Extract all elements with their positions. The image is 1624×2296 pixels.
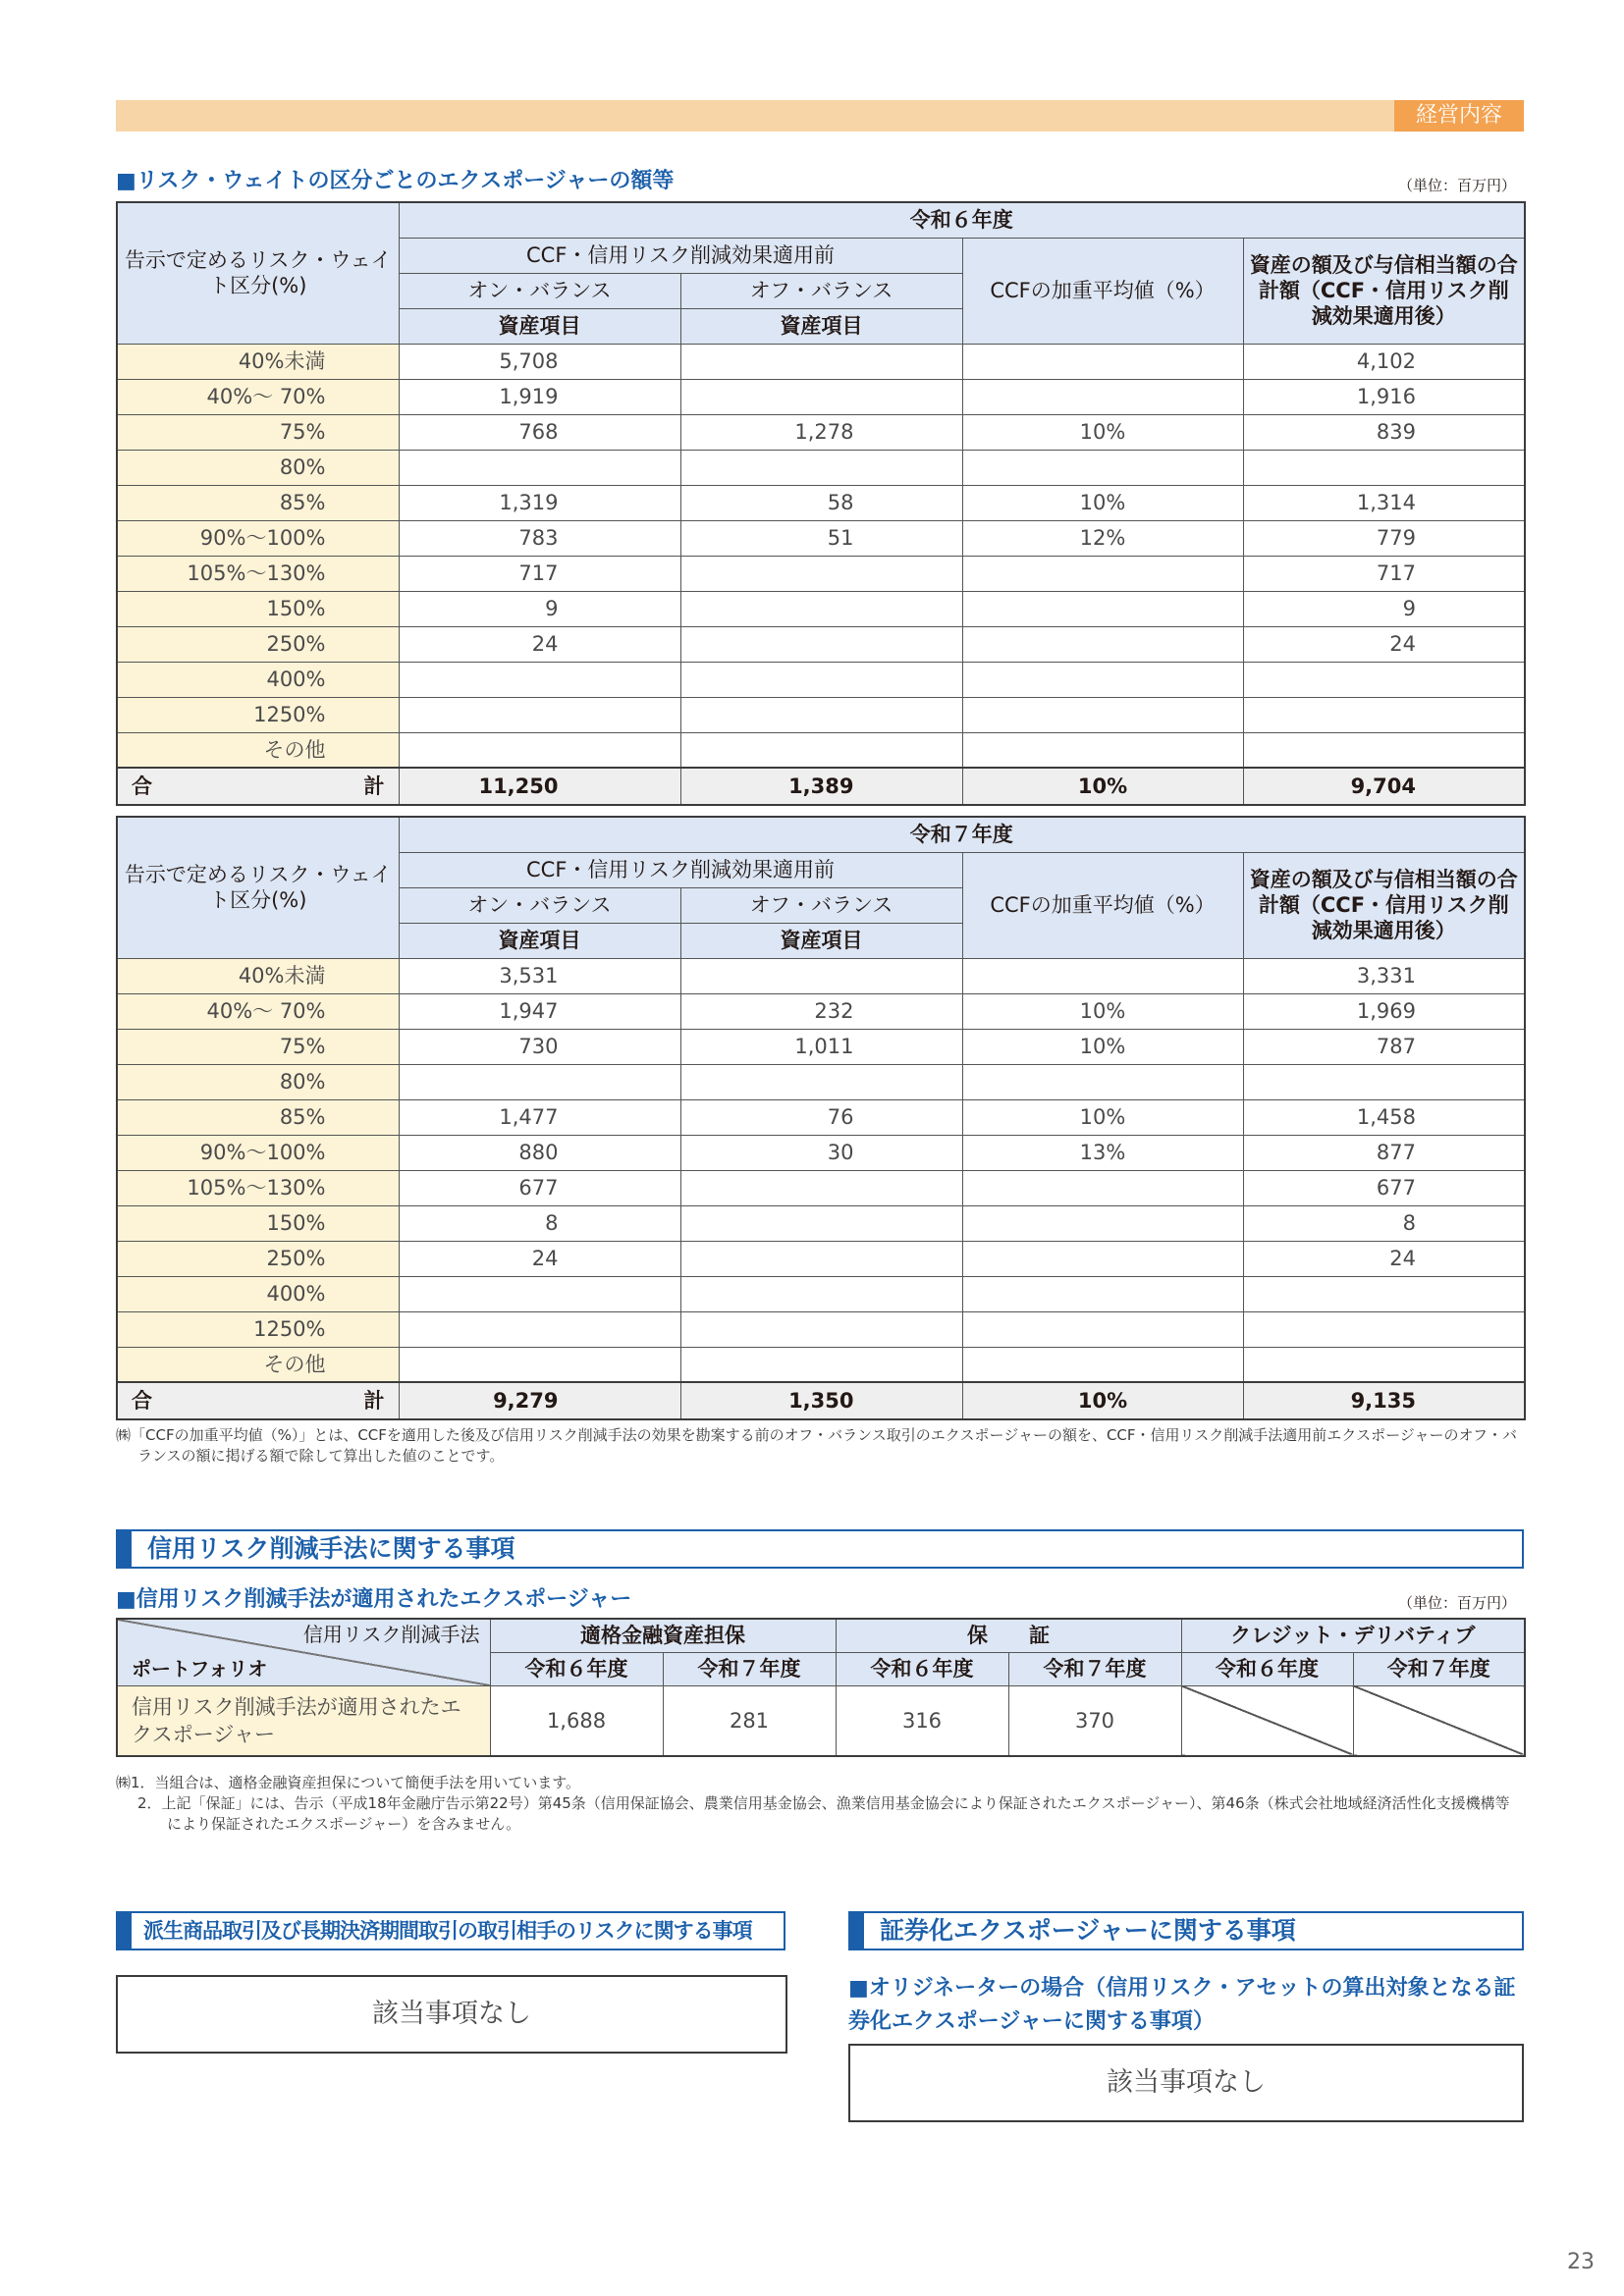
- off-balance-cell: [680, 450, 962, 485]
- section-accent: [850, 1913, 864, 1949]
- ccf-avg-cell: 10%: [962, 414, 1243, 450]
- ccf-avg-cell: [962, 450, 1243, 485]
- rw-category-cell: 400%: [117, 662, 399, 697]
- rw-category-cell: 1250%: [117, 697, 399, 732]
- rw-category-cell: 75%: [117, 1029, 399, 1064]
- ccf-avg-cell: 10%: [962, 993, 1243, 1029]
- off-balance-cell: [680, 697, 962, 732]
- rw-table-r7: [116, 816, 1526, 1420]
- after-total-cell: 8: [1243, 1205, 1525, 1241]
- on-balance-cell: [399, 1347, 680, 1382]
- total-after-cell: 9,135: [1243, 1382, 1525, 1419]
- year-header: 令和７年度: [399, 817, 1525, 852]
- crm-note-1: ㈱1．当組合は、適格金融資産担保について簡便手法を用いています。: [116, 1774, 581, 1791]
- page-number: 23: [1567, 2250, 1595, 2274]
- crm-year: 令和７年度: [663, 1652, 836, 1685]
- after-total-cell: 787: [1243, 1029, 1525, 1064]
- off-balance-cell: [680, 1241, 962, 1276]
- ccf-avg-cell: 10%: [962, 1029, 1243, 1064]
- rw-category-cell: 40%～ 70%: [117, 993, 399, 1029]
- after-total-cell: [1243, 662, 1525, 697]
- off-balance-cell: 1,011: [680, 1029, 962, 1064]
- on-balance-cell: 3,531: [399, 958, 680, 993]
- off-balance-header: オフ・バランス: [680, 887, 962, 923]
- ccf-avg-cell: [962, 1064, 1243, 1099]
- rw-table-r6: [116, 201, 1526, 806]
- on-balance-cell: 24: [399, 626, 680, 662]
- total-on-cell: 9,279: [399, 1382, 680, 1419]
- on-balance-cell: 677: [399, 1170, 680, 1205]
- crm-corner-top: 信用リスク削減手法: [302, 1623, 480, 1646]
- table-row: [117, 1099, 1525, 1135]
- on-balance-cell: 1,947: [399, 993, 680, 1029]
- rw-note-text: ㈱「CCFの加重平均値（%）」とは、CCFを適用した後及び信用リスク削減手法の効果を勘案する前のオフ・バランス取引のエクスポージャーの額を、CCF・信用リスク削減手法適用前エクスポージャーのオフ・バランスの額に掲げる額で除して算出した値のことです。: [116, 1426, 1518, 1465]
- on-balance-cell: 8: [399, 1205, 680, 1241]
- table-row: [117, 414, 1525, 450]
- off-balance-cell: [680, 591, 962, 626]
- after-total-cell: [1243, 732, 1525, 768]
- rw-category-cell: 150%: [117, 1205, 399, 1241]
- asset-item-header: 資産項目: [680, 308, 962, 344]
- crm-value-collateral-r6: 1,688: [490, 1685, 663, 1756]
- table-row: [117, 1241, 1525, 1276]
- year-header: 令和６年度: [399, 202, 1525, 238]
- rw-category-cell: 85%: [117, 1099, 399, 1135]
- off-balance-cell: [680, 958, 962, 993]
- rw-category-cell: 40%未満: [117, 958, 399, 993]
- asset-item-header: 資産項目: [399, 308, 680, 344]
- rw-category-header: 告示で定めるリスク・ウェイト区分(%): [117, 817, 399, 958]
- on-balance-cell: [399, 450, 680, 485]
- on-balance-cell: 880: [399, 1135, 680, 1170]
- off-balance-cell: 51: [680, 520, 962, 556]
- off-balance-cell: [680, 379, 962, 414]
- crm-section-title: 信用リスク削減手法に関する事項: [147, 1534, 515, 1563]
- crm-row-label: 信用リスク削減手法が適用されたエクスポージャー: [117, 1685, 490, 1756]
- table-row: [117, 450, 1525, 485]
- table-row: [117, 485, 1525, 520]
- ccf-avg-header: CCFの加重平均値（%）: [962, 852, 1243, 958]
- header-band: [116, 100, 1524, 132]
- after-total-cell: 1,314: [1243, 485, 1525, 520]
- on-balance-cell: 9: [399, 591, 680, 626]
- crm-year: 令和６年度: [490, 1652, 663, 1685]
- total-off-cell: 1,350: [680, 1382, 962, 1419]
- off-balance-cell: 30: [680, 1135, 962, 1170]
- total-row: [117, 1382, 1525, 1419]
- rw-category-cell: 80%: [117, 450, 399, 485]
- ccf-avg-cell: [962, 1241, 1243, 1276]
- rw-category-cell: 90%～100%: [117, 1135, 399, 1170]
- table-row: [117, 1064, 1525, 1099]
- on-balance-cell: [399, 697, 680, 732]
- rw-heading: ■リスク・ウェイトの区分ごとのエクスポージャーの額等: [116, 169, 675, 193]
- rw-category-cell: その他: [117, 1347, 399, 1382]
- ccf-avg-cell: [962, 732, 1243, 768]
- off-balance-cell: [680, 1205, 962, 1241]
- off-balance-cell: 232: [680, 993, 962, 1029]
- off-balance-cell: [680, 1276, 962, 1311]
- table-row: [117, 993, 1525, 1029]
- ccf-avg-cell: [962, 1170, 1243, 1205]
- total-label-cell: 合計: [117, 1382, 399, 1419]
- on-balance-cell: 717: [399, 556, 680, 591]
- rw-category-cell: 85%: [117, 485, 399, 520]
- ccf-avg-cell: [962, 379, 1243, 414]
- derivatives-section-bar: [116, 1911, 785, 1950]
- on-balance-header: オン・バランス: [399, 273, 680, 308]
- crm-empty-derivative-r6: [1181, 1685, 1353, 1756]
- crm-group-guarantee: 保 証: [836, 1619, 1181, 1652]
- off-balance-cell: 58: [680, 485, 962, 520]
- rw-category-cell: 75%: [117, 414, 399, 450]
- table-row: [117, 1029, 1525, 1064]
- after-total-header: 資産の額及び与信相当額の合計額（CCF・信用リスク削減効果適用後）: [1243, 238, 1525, 344]
- after-total-cell: 24: [1243, 1241, 1525, 1276]
- off-balance-cell: [680, 1064, 962, 1099]
- rw-category-header: 告示で定めるリスク・ウェイト区分(%): [117, 202, 399, 344]
- crm-note-2: 2．上記「保証」には、告示（平成18年金融庁告示第22号）第45条（信用保証協会、農業信用基金協会、漁業信用基金協会により保証されたエクスポージャー）、第46条（株式会社地域経済活性化支援機構等により保証されたエクスポージャー）を含みません。: [137, 1794, 1510, 1833]
- crm-year: 令和７年度: [1353, 1652, 1525, 1685]
- ccf-avg-cell: [962, 697, 1243, 732]
- on-balance-header: オン・バランス: [399, 887, 680, 923]
- on-balance-cell: [399, 732, 680, 768]
- total-off-cell: 1,389: [680, 768, 962, 805]
- table-row: [117, 697, 1525, 732]
- total-after-cell: 9,704: [1243, 768, 1525, 805]
- on-balance-cell: [399, 662, 680, 697]
- table-row: [117, 379, 1525, 414]
- crm-empty-derivative-r7: [1353, 1685, 1525, 1756]
- off-balance-cell: [680, 662, 962, 697]
- section-accent: [118, 1913, 132, 1949]
- crm-table: [116, 1618, 1526, 1757]
- on-balance-cell: 1,919: [399, 379, 680, 414]
- ccf-avg-cell: [962, 958, 1243, 993]
- after-total-cell: 9: [1243, 591, 1525, 626]
- after-total-cell: 677: [1243, 1170, 1525, 1205]
- table-row: [117, 958, 1525, 993]
- after-total-cell: 3,331: [1243, 958, 1525, 993]
- crm-unit: （単位：百万円）: [1398, 1594, 1517, 1612]
- total-on-cell: 11,250: [399, 768, 680, 805]
- after-total-cell: 4,102: [1243, 344, 1525, 379]
- rw-category-cell: 105%～130%: [117, 556, 399, 591]
- off-balance-cell: [680, 1311, 962, 1347]
- derivatives-content: 該当事項なし: [116, 1975, 787, 2054]
- ccf-avg-cell: 12%: [962, 520, 1243, 556]
- crm-year: 令和６年度: [836, 1652, 1008, 1685]
- section-accent: [118, 1531, 132, 1567]
- asset-item-header: 資産項目: [399, 923, 680, 958]
- ccf-avg-cell: [962, 1347, 1243, 1382]
- after-total-cell: 779: [1243, 520, 1525, 556]
- after-total-cell: 717: [1243, 556, 1525, 591]
- crm-value-guarantee-r7: 370: [1008, 1685, 1181, 1756]
- after-total-cell: 1,458: [1243, 1099, 1525, 1135]
- table-row: [117, 591, 1525, 626]
- on-balance-cell: 5,708: [399, 344, 680, 379]
- table-row: [117, 520, 1525, 556]
- ccf-before-header: CCF・信用リスク削減効果適用前: [399, 852, 962, 887]
- ccf-avg-cell: [962, 1311, 1243, 1347]
- table-row: [117, 1205, 1525, 1241]
- table-row: [117, 1347, 1525, 1382]
- on-balance-cell: 1,319: [399, 485, 680, 520]
- securitization-section-title: 証券化エクスポージャーに関する事項: [880, 1916, 1296, 1945]
- on-balance-cell: [399, 1311, 680, 1347]
- ccf-avg-cell: [962, 1276, 1243, 1311]
- crm-group-collateral: 適格金融資産担保: [490, 1619, 836, 1652]
- ccf-avg-cell: [962, 626, 1243, 662]
- ccf-avg-cell: 10%: [962, 1099, 1243, 1135]
- table-row: [117, 1276, 1525, 1311]
- on-balance-cell: [399, 1064, 680, 1099]
- off-balance-cell: 76: [680, 1099, 962, 1135]
- after-total-cell: 877: [1243, 1135, 1525, 1170]
- table-row: [117, 1170, 1525, 1205]
- on-balance-cell: 1,477: [399, 1099, 680, 1135]
- on-balance-cell: 24: [399, 1241, 680, 1276]
- after-total-cell: 1,969: [1243, 993, 1525, 1029]
- after-total-cell: [1243, 1311, 1525, 1347]
- off-balance-cell: [680, 1347, 962, 1382]
- on-balance-cell: [399, 1276, 680, 1311]
- derivatives-section-title: 派生商品取引及び長期決済期間取引の取引相手のリスクに関する事項: [143, 1919, 752, 1943]
- after-total-cell: [1243, 450, 1525, 485]
- securitization-section-bar: [848, 1911, 1524, 1950]
- after-total-cell: [1243, 1064, 1525, 1099]
- off-balance-cell: [680, 556, 962, 591]
- off-balance-cell: [680, 626, 962, 662]
- ccf-avg-header: CCFの加重平均値（%）: [962, 238, 1243, 344]
- securitization-subheading: ■オリジネーターの場合（信用リスク・アセットの算出対象となる証券化エクスポージャーに関する事項）: [848, 1976, 1516, 2034]
- rw-category-cell: 40%未満: [117, 344, 399, 379]
- asset-item-header: 資産項目: [680, 923, 962, 958]
- table-row: [117, 556, 1525, 591]
- on-balance-cell: 783: [399, 520, 680, 556]
- total-ccf-cell: 10%: [962, 768, 1243, 805]
- off-balance-cell: 1,278: [680, 414, 962, 450]
- after-total-cell: 24: [1243, 626, 1525, 662]
- table-row: [117, 344, 1525, 379]
- after-total-cell: 839: [1243, 414, 1525, 450]
- crm-year: 令和６年度: [1181, 1652, 1353, 1685]
- rw-category-cell: 90%～100%: [117, 520, 399, 556]
- on-balance-cell: 768: [399, 414, 680, 450]
- ccf-before-header: CCF・信用リスク削減効果適用前: [399, 238, 962, 273]
- off-balance-header: オフ・バランス: [680, 273, 962, 308]
- ccf-avg-cell: [962, 1205, 1243, 1241]
- total-label-cell: 合計: [117, 768, 399, 805]
- rw-note: [116, 1425, 1524, 1467]
- rw-category-cell: 150%: [117, 591, 399, 626]
- after-total-header: 資産の額及び与信相当額の合計額（CCF・信用リスク削減効果適用後）: [1243, 852, 1525, 958]
- crm-value-guarantee-r6: 316: [836, 1685, 1008, 1756]
- rw-category-cell: 250%: [117, 1241, 399, 1276]
- rw-category-cell: 80%: [117, 1064, 399, 1099]
- crm-section-bar: [116, 1529, 1524, 1569]
- ccf-avg-cell: [962, 344, 1243, 379]
- off-balance-cell: [680, 344, 962, 379]
- table-row: [117, 732, 1525, 768]
- on-balance-cell: 730: [399, 1029, 680, 1064]
- rw-category-cell: 40%～ 70%: [117, 379, 399, 414]
- rw-category-cell: 1250%: [117, 1311, 399, 1347]
- crm-notes: [116, 1773, 1524, 1835]
- after-total-cell: 1,916: [1243, 379, 1525, 414]
- ccf-avg-cell: 13%: [962, 1135, 1243, 1170]
- ccf-avg-cell: [962, 591, 1243, 626]
- rw-category-cell: 105%～130%: [117, 1170, 399, 1205]
- crm-group-derivative: クレジット・デリバティブ: [1181, 1619, 1525, 1652]
- off-balance-cell: [680, 732, 962, 768]
- rw-category-cell: 400%: [117, 1276, 399, 1311]
- securitization-content: 該当事項なし: [848, 2044, 1524, 2122]
- after-total-cell: [1243, 697, 1525, 732]
- after-total-cell: [1243, 1347, 1525, 1382]
- rw-category-cell: 250%: [117, 626, 399, 662]
- crm-value-collateral-r7: 281: [663, 1685, 836, 1756]
- crm-subheading: ■信用リスク削減手法が適用されたエクスポージャー: [116, 1587, 632, 1612]
- ccf-avg-cell: [962, 556, 1243, 591]
- ccf-avg-cell: 10%: [962, 485, 1243, 520]
- table-row: [117, 1135, 1525, 1170]
- total-ccf-cell: 10%: [962, 1382, 1243, 1419]
- ccf-avg-cell: [962, 662, 1243, 697]
- table-row: [117, 662, 1525, 697]
- table-row: [117, 626, 1525, 662]
- off-balance-cell: [680, 1170, 962, 1205]
- crm-corner-bottom: ポートフォリオ: [132, 1656, 268, 1681]
- rw-unit: （単位：百万円）: [1398, 177, 1517, 194]
- total-row: [117, 768, 1525, 805]
- crm-corner-cell: [117, 1619, 490, 1685]
- after-total-cell: [1243, 1276, 1525, 1311]
- rw-category-cell: その他: [117, 732, 399, 768]
- section-tag: 経営内容: [1394, 100, 1524, 132]
- crm-year: 令和７年度: [1008, 1652, 1181, 1685]
- table-row: [117, 1311, 1525, 1347]
